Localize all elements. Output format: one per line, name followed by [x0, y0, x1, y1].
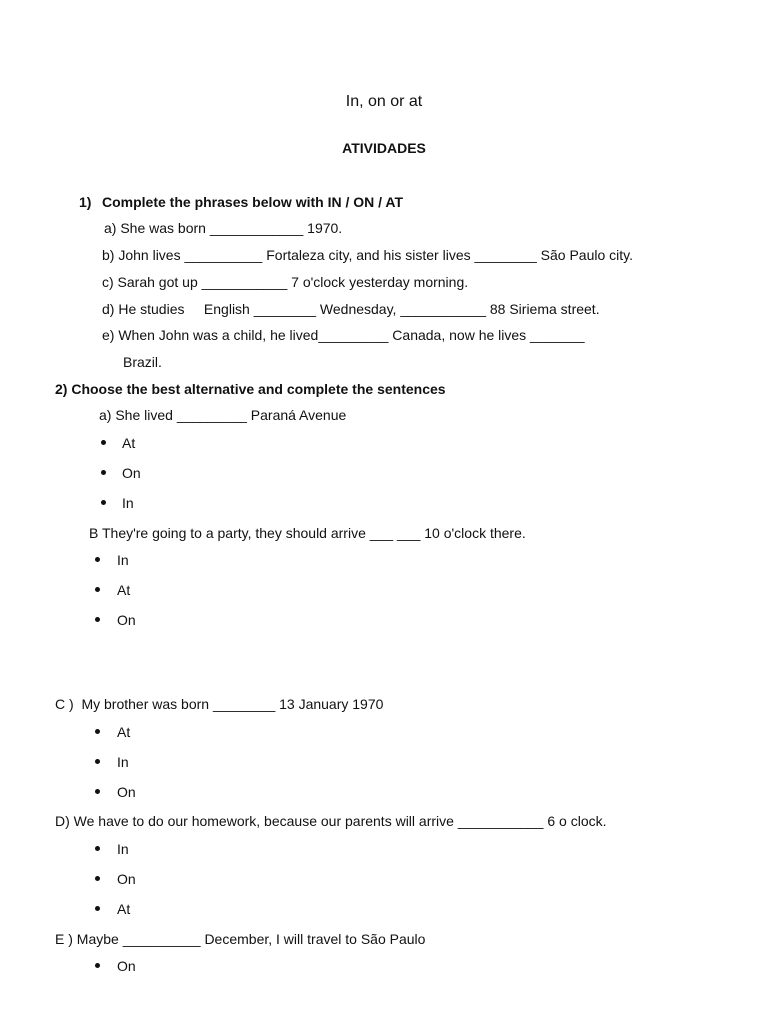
question-a-option-3: In [122, 495, 134, 511]
bullet-icon [101, 440, 106, 445]
bullet-icon [95, 789, 100, 794]
bullet-icon [95, 846, 100, 851]
question-c-option-2: In [117, 754, 129, 770]
section1-item-e-continued: Brazil. [123, 354, 162, 370]
question-c-text: C ) My brother was born ________ 13 January 1970 [55, 696, 384, 712]
section1-item-c: c) Sarah got up ___________ 7 o'clock yesterday morning. [102, 274, 469, 290]
question-d-option-3: At [117, 901, 131, 917]
question-b-option-1: In [117, 552, 129, 568]
question-b-option-2: At [117, 582, 131, 598]
question-d-option-1: In [117, 841, 129, 857]
bullet-icon [95, 557, 100, 562]
bullet-icon [95, 759, 100, 764]
bullet-icon [95, 906, 100, 911]
question-c-option-3: On [117, 784, 136, 800]
section1-heading: Complete the phrases below with IN / ON / AT [102, 194, 404, 210]
question-b-text: B They're going to a party, they should arrive ___ ___ 10 o'clock there. [89, 525, 526, 541]
bullet-icon [95, 587, 100, 592]
question-a-option-2: On [122, 465, 141, 481]
section1-number: 1) [79, 194, 92, 210]
question-e-text: E ) Maybe __________ December, I will travel to São Paulo [55, 931, 426, 947]
question-e-option-1: On [117, 958, 136, 974]
bullet-icon [101, 470, 106, 475]
page-subtitle: ATIVIDADES [342, 140, 426, 156]
section1-item-b: b) John lives __________ Fortaleza city, and his sister lives ________ São Paulo city. [102, 247, 634, 263]
bullet-icon [95, 617, 100, 622]
bullet-icon [95, 963, 100, 968]
question-d-option-2: On [117, 871, 136, 887]
question-d-text: D) We have to do our homework, because our parents will arrive ___________ 6 o clock. [55, 813, 607, 829]
section1-item-a: a) She was born ____________ 1970. [104, 220, 343, 236]
question-a-text: a) She lived _________ Paraná Avenue [99, 407, 347, 423]
question-b-option-3: On [117, 612, 136, 628]
section1-item-d: d) He studies English ________ Wednesday, ___________ 88 Siriema street. [102, 301, 600, 317]
page-title: In, on or at [345, 93, 423, 110]
bullet-icon [95, 729, 100, 734]
question-c-option-1: At [117, 724, 131, 740]
bullet-icon [95, 876, 100, 881]
section2-heading: 2) Choose the best alternative and complete the sentences [55, 381, 446, 397]
section1-item-e: e) When John was a child, he lived_________ Canada, now he lives _______ [102, 327, 585, 343]
bullet-icon [101, 500, 106, 505]
question-a-option-1: At [122, 435, 136, 451]
